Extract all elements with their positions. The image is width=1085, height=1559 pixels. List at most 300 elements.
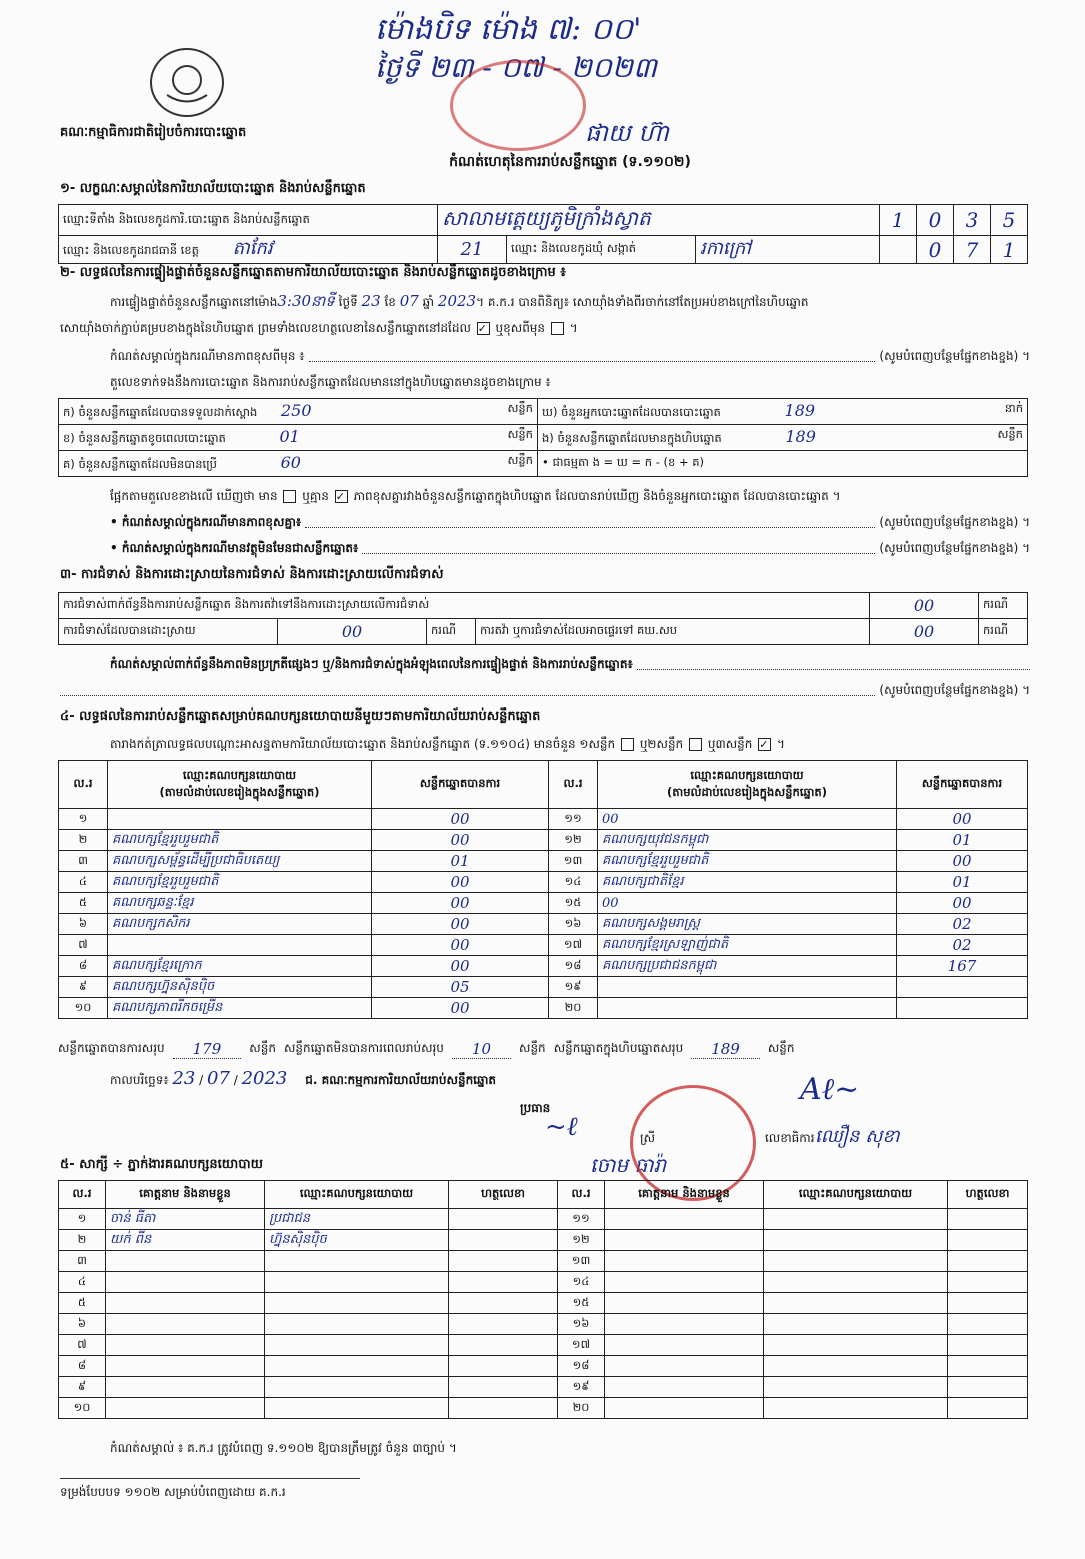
verification-text: ការផ្ទៀងផ្ទាត់ចំនួនសន្លឹកឆ្នោតនៅម៉ោង [110, 295, 278, 309]
result-votes: 00 [897, 851, 1028, 872]
witness-name: ចាន់ ធីតា [106, 1209, 265, 1230]
table-row [59, 956, 1028, 977]
witness-signature[interactable] [948, 1209, 1028, 1230]
figure-row-left [59, 399, 538, 425]
difference-text-c: ភាពខុសគ្នារវាងចំនួនសន្លឹកឆ្នោតក្នុងហិបឆ្នោត ដែលបានរាប់ឃើញ និងចំនួនអ្នកបោះឆ្នោត ដែលបានបោះឆ្នោត ។ [353, 489, 841, 503]
results-intro-a: តារាងកត់ត្រាលទ្ធផលបណ្តោះអាសន្នតាមការិយាល័យបោះឆ្នោត និងរាប់សន្លឹកឆ្នោត (ទ.១១០៤) មានចំនួន ១សន្លឹក [110, 737, 616, 751]
witness-name [106, 1335, 265, 1356]
results-intro-c: ឬ៣សន្លឹក [707, 737, 753, 751]
result-votes: 05 [372, 977, 549, 998]
result-no: ២០ [549, 998, 598, 1019]
result-no: ៩ [59, 977, 108, 998]
witness-party [265, 1251, 449, 1272]
witness-signature[interactable] [449, 1377, 558, 1398]
province-label: ឈ្មោះ និងលេខកូដរាជធានី ខេត្ត [63, 243, 199, 257]
date-line: កាលបរិច្ឆេទ៖ 23 / 07 / 2023 ជ. គណៈកម្មការការិយាល័យរាប់សន្លឹកឆ្នោត [110, 1068, 497, 1089]
witness-name[interactable] [605, 1293, 764, 1314]
witness-name[interactable] [605, 1356, 764, 1377]
result-party: គណបក្សខ្មែររួបរួមជាតិ [598, 851, 897, 872]
result-votes: 00 [372, 998, 549, 1019]
table-row [59, 1251, 1028, 1272]
witness-party[interactable] [764, 1377, 948, 1398]
commune-code-digit: 1 [991, 236, 1028, 264]
objection-unit: ករណី [979, 593, 1028, 619]
no-difference-checkbox[interactable]: ✓ [335, 490, 348, 503]
bullet-note-2-label: • កំណត់សម្គាល់ក្នុងករណីមានវត្ថុមិនមែនជាសន្លឹកឆ្នោត៖ [110, 541, 359, 555]
witness-party[interactable] [764, 1251, 948, 1272]
result-party [108, 935, 372, 956]
witness-signature[interactable] [948, 1398, 1028, 1419]
figures-table [58, 398, 1028, 477]
witness-party[interactable] [764, 1314, 948, 1335]
col-votes: សន្លឹកឆ្នោតបានការ [897, 761, 1028, 809]
same-checkbox[interactable]: ✓ [477, 322, 490, 335]
result-votes: 00 [372, 956, 549, 977]
witness-party [265, 1293, 449, 1314]
witness-name: យក់ ពីន [106, 1230, 265, 1251]
result-votes: 00 [372, 893, 549, 914]
result-no: ៦ [59, 914, 108, 935]
location-code-digit: 3 [954, 205, 991, 236]
witness-name[interactable] [605, 1272, 764, 1293]
total-box: 189 [691, 1040, 760, 1059]
province-value: តាកែវ [232, 238, 273, 259]
irregularity-label: កំណត់សម្គាល់ពាក់ព័ន្ធនឹងភាពមិនប្រក្រតីផ្សេងៗ ឬ/និងការជំទាស់ក្នុងអំឡុងពេលនៃការផ្ទៀងផ្ទាត់ និងការរាប់សន្លឹកឆ្នោត៖ [110, 657, 633, 671]
table-row [59, 893, 1028, 914]
witness-no: ១ [59, 1209, 106, 1230]
objections-table [58, 592, 1028, 645]
table-row [59, 809, 1028, 830]
objection-label: ការជំទាស់ពាក់ព័ន្ធនឹងការរាប់សន្លឹកឆ្នោត និងការតវ៉ាទៅនឹងការដោះស្រាយលើការជំទាស់ [59, 593, 870, 619]
result-votes: 01 [372, 851, 549, 872]
witness-party: ហ្វ៊ុនស៊ិនប៉ិច [265, 1230, 449, 1251]
secretary-label: លេខាធិការ [765, 1131, 815, 1145]
result-votes [897, 998, 1028, 1019]
result-votes: 00 [372, 830, 549, 851]
table-row [59, 830, 1028, 851]
result-no: ១៦ [549, 914, 598, 935]
verification-month: 07 [399, 292, 419, 310]
col-party-title: ឈ្មោះគណបក្សនយោបាយ [690, 767, 804, 782]
figures-intro: តួលេខទាក់ទងនឹងការបោះឆ្នោត និងការរាប់សន្លឹកឆ្នោតដែលមាននៅក្នុងហិបឆ្នោតមានដូចខាងក្រោម ៖ [110, 375, 551, 389]
witness-no: ៥ [59, 1293, 106, 1314]
year-label: ឆ្នាំ [422, 295, 435, 309]
figure-unit: សន្លឹក [507, 453, 533, 467]
figure-unit: សន្លឹក [507, 427, 533, 441]
table-row [59, 935, 1028, 956]
result-no: ១ [59, 809, 108, 830]
witness-name[interactable] [605, 1251, 764, 1272]
witness-signature[interactable] [948, 1293, 1028, 1314]
totals-line [58, 1040, 1028, 1059]
result-votes [897, 977, 1028, 998]
col-votes: សន្លឹកឆ្នោតបានការ [372, 761, 549, 809]
witness-signature[interactable] [449, 1230, 558, 1251]
result-votes: 00 [897, 893, 1028, 914]
col-party-title: ឈ្មោះគណបក្សនយោបាយ [182, 767, 297, 782]
result-party: គណបក្សឆន្ទៈខ្មែរ [108, 893, 372, 914]
col-no: ល.រ [549, 761, 598, 809]
witness-no: ៦ [59, 1314, 106, 1335]
witness-no: ១៨ [558, 1356, 605, 1377]
figure-value: 250 [280, 401, 312, 420]
section5-title: ៥- សាក្សី ÷ ភ្នាក់ងារគណបក្សនយោបាយ [60, 1157, 263, 1172]
result-party: គណបក្សសម្ព័ន្ធដើម្បីប្រជាធិបតេយ្យ [108, 851, 372, 872]
witness-party [265, 1272, 449, 1293]
location-value: សាលាមត្តេយ្យភូមិក្រាំងស្វាត [438, 205, 880, 236]
col-name: គោត្តនាម និងនាមខ្លួន [605, 1181, 764, 1209]
witness-signature[interactable] [948, 1251, 1028, 1272]
result-votes: 01 [897, 830, 1028, 851]
has-difference-checkbox[interactable] [283, 490, 296, 503]
irregularity-field-2[interactable] [60, 682, 875, 696]
witness-party[interactable] [764, 1356, 948, 1377]
result-no: ១២ [549, 830, 598, 851]
witness-name[interactable] [605, 1209, 764, 1230]
witness-name [106, 1251, 265, 1272]
handwritten-close-time: ម៉ោងបិទ ម៉ោង ៧: ០០' [375, 12, 642, 47]
witness-no: ៣ [59, 1251, 106, 1272]
witness-no: ១៩ [558, 1377, 605, 1398]
handwritten-note: ផាយ ហ៊ា [585, 119, 669, 147]
note-diff-label: កំណត់សម្គាល់ក្នុងករណីមានភាពខុសពីមុន ៖ [110, 349, 305, 363]
fill-note: (សូមបំពេញបន្ថែមផ្នែកខាងខ្នង) ។ [879, 349, 1030, 363]
form-note: ទម្រង់បែបបទ ១១០២ សម្រាប់បំពេញដោយ គ.ក.រ [60, 1485, 286, 1499]
col-name: គោត្តនាម និងនាមខ្លួន [106, 1181, 265, 1209]
col-party-sub: (តាមលំដាប់លេខរៀងក្នុងសន្លឹកឆ្នោត) [159, 784, 320, 799]
witness-party [265, 1377, 449, 1398]
witness-party[interactable] [764, 1335, 948, 1356]
witness-signature[interactable] [948, 1272, 1028, 1293]
total-box-unit: សន្លឹក [767, 1041, 795, 1055]
table-row [59, 1230, 1028, 1251]
note-diff-line [110, 348, 1030, 366]
nec-emblem-icon [150, 48, 224, 117]
date-month: 07 [207, 1068, 230, 1089]
result-party: គណបក្សខ្មែរស្រឡាញ់ជាតិ [598, 935, 897, 956]
total-invalid: 10 [452, 1040, 511, 1059]
col-sign: ហត្ថលេខា [948, 1181, 1028, 1209]
col-party: ឈ្មោះគណបក្សនយោបាយ [764, 1181, 948, 1209]
seal-text: សោយ៉ាំងចាក់ភ្ជាប់គម្របខាងក្នុងនៃហិបឆ្នោត ព្រមទាំងលេខហត្ថលេខានៃសន្លឹកឆ្នោតនៅដដែល [60, 321, 471, 335]
result-party: 00 [598, 809, 897, 830]
date-label: កាលបរិច្ឆេទ៖ [110, 1073, 169, 1087]
result-party: គណបក្សសង្គមរាស្ត្រ [598, 914, 897, 935]
result-party: គណបក្សខ្មែរក្រោក [108, 956, 372, 977]
figure-unit: សន្លឹក [997, 427, 1023, 441]
result-votes: 00 [897, 809, 1028, 830]
section4-title: ៤- លទ្ធផលនៃការរាប់សន្លឹកឆ្នោតសម្រាប់គណបក្សនយោបាយនីមួយៗតាមការិយាល័យរាប់សន្លឹកឆ្នោត [60, 709, 541, 724]
total-valid-label: សន្លឹកឆ្នោតបានការសរុប [58, 1041, 165, 1055]
date-day: 23 [172, 1068, 196, 1089]
result-votes: 00 [372, 809, 549, 830]
transfer-value: 00 [870, 619, 979, 645]
result-party: គណបក្សខ្មែររួបរួមជាតិ [108, 830, 372, 851]
bullet-note-1-field[interactable] [305, 514, 875, 528]
result-party [108, 809, 372, 830]
total-invalid-label: សន្លឹកឆ្នោតមិនបានការពេលរាប់សរុប [283, 1041, 444, 1055]
witness-name[interactable] [605, 1314, 764, 1335]
table-row [59, 914, 1028, 935]
result-party [598, 977, 897, 998]
commune-label: ឈ្មោះ និងលេខកូដឃុំ សង្កាត់ [507, 236, 696, 264]
col-party-sub: (តាមលំដាប់លេខរៀងក្នុងសន្លឹកឆ្នោត) [667, 784, 827, 799]
result-no: ១១ [549, 809, 598, 830]
no-difference-label: ឬគ្មាន [302, 489, 329, 503]
note-diff-field[interactable] [309, 348, 876, 362]
witness-party: ប្រជាជន [265, 1209, 449, 1230]
witness-no: ១៧ [558, 1335, 605, 1356]
commune-code-digit: 7 [954, 236, 991, 264]
witness-no: ៧ [59, 1335, 106, 1356]
result-no: ១៤ [549, 872, 598, 893]
figure-value: 189 [785, 427, 816, 446]
result-no: ១៨ [549, 956, 598, 977]
witness-signature[interactable] [449, 1398, 558, 1419]
secretary-signature-icon: Aℓ~ [800, 1072, 860, 1107]
witness-signature[interactable] [449, 1335, 558, 1356]
witness-signature[interactable] [948, 1230, 1028, 1251]
commune-code-digit: 0 [917, 236, 954, 264]
chair-name: ចោម ធារ៉ា [590, 1153, 667, 1177]
table-row [59, 977, 1028, 998]
witness-no: ២ [59, 1230, 106, 1251]
result-no: ៧ [59, 935, 108, 956]
bullet-note-1-label: • កំណត់សម្គាល់ក្នុងករណីមានភាពខុសគ្នា៖ [110, 515, 302, 529]
witness-name [106, 1377, 265, 1398]
fill-note: (សូមបំពេញបន្ថែមផ្នែកខាងខ្នង) ។ [879, 541, 1030, 555]
section2-title: ២- លទ្ធផលនៃការផ្ទៀងផ្ទាត់ចំនួនសន្លឹកឆ្នោតតាមការិយាល័យបោះឆ្នោត និងរាប់សន្លឹកឆ្នោតដូចខាងក្រោម ៖ [60, 265, 566, 280]
col-party [598, 761, 897, 809]
result-votes: 01 [897, 872, 1028, 893]
result-party [598, 998, 897, 1019]
result-no: ៣ [59, 851, 108, 872]
total-valid: 179 [173, 1040, 242, 1059]
total-invalid-unit: សន្លឹក [519, 1041, 546, 1055]
fill-note: (សូមបំពេញបន្ថែមផ្នែកខាងខ្នង) ។ [879, 515, 1030, 529]
witness-no: ៤ [59, 1272, 106, 1293]
witness-no: ៩ [59, 1377, 106, 1398]
verification-line2: សោយ៉ាំងចាក់ភ្ជាប់គម្របខាងក្នុងនៃហិបឆ្នោត ព្រមទាំងលេខហត្ថលេខានៃសន្លឹកឆ្នោតនៅដដែល ✓ ឬខុសពីមុន ។ [60, 321, 578, 335]
member-label: ស្រី [640, 1131, 655, 1145]
result-votes: 00 [372, 935, 549, 956]
witness-name[interactable] [605, 1398, 764, 1419]
figure-label: ខ) ចំនួនសន្លឹកឆ្នោតខូចពេលបោះឆ្នោត [63, 431, 226, 445]
witness-name [106, 1314, 265, 1335]
table-row [59, 1335, 1028, 1356]
witness-signature[interactable] [449, 1209, 558, 1230]
witness-party[interactable] [764, 1209, 948, 1230]
witness-party[interactable] [764, 1272, 948, 1293]
table-row [59, 1356, 1028, 1377]
witness-party[interactable] [764, 1398, 948, 1419]
table-row [59, 1209, 1028, 1230]
bullet-note-1 [110, 514, 1030, 532]
figure-label: គ) ចំនួនសន្លឹកឆ្នោតដែលមិនបានប្រើ [63, 457, 217, 471]
witness-table [58, 1180, 1028, 1419]
doc-title: កំណត់ហេតុនៃការរាប់សន្លឹកឆ្នោត (ទ.១១០២) [449, 154, 691, 170]
witness-signature[interactable] [449, 1356, 558, 1377]
col-no: ល.រ [59, 761, 108, 809]
witness-name [106, 1272, 265, 1293]
figure-row-right [538, 425, 1028, 451]
result-party: 00 [598, 893, 897, 914]
result-votes: 02 [897, 935, 1028, 956]
witness-party[interactable] [764, 1230, 948, 1251]
table-row [59, 1314, 1028, 1335]
witness-signature[interactable] [948, 1314, 1028, 1335]
witness-signature[interactable] [948, 1335, 1028, 1356]
location-code-digit: 5 [991, 205, 1028, 236]
difference-text-a: ផ្អែកតាមតួលេខខាងលើ ឃើញថា មាន [110, 489, 278, 503]
result-no: ១០ [59, 998, 108, 1019]
result-no: ៨ [59, 956, 108, 977]
result-party: គណបក្សភាពរីកចម្រើន [108, 998, 372, 1019]
result-no: ៤ [59, 872, 108, 893]
resolved-label: ការជំទាស់ដែលបានដោះស្រាយ [59, 619, 278, 645]
figure-row-left [59, 425, 538, 451]
result-no: ៥ [59, 893, 108, 914]
col-no: ល.រ [59, 1181, 106, 1209]
result-party: គណបក្សខ្មែររួបរួមជាតិ [108, 872, 372, 893]
figure-unit: សន្លឹក [507, 401, 533, 415]
day-label: ថ្ងៃទី [338, 295, 358, 309]
month-label: ខែ [384, 295, 396, 309]
location-code-digit: 1 [880, 205, 917, 236]
resolved-value: 00 [278, 619, 427, 645]
witness-no: ១៦ [558, 1314, 605, 1335]
bullet-note-2 [110, 540, 1030, 558]
col-sign: ហត្ថលេខា [449, 1181, 558, 1209]
witness-no: ២០ [558, 1398, 605, 1419]
witness-signature[interactable] [449, 1272, 558, 1293]
figure-row-right [538, 399, 1028, 425]
result-party: គណបក្សកសិករ [108, 914, 372, 935]
objection-value: 00 [870, 593, 979, 619]
figure-label: ឃ) ចំនួនអ្នកបោះឆ្នោតដែលបានបោះឆ្នោត [542, 405, 721, 419]
location-label: ឈ្មោះទីតាំង និងលេខកូដការិ.បោះឆ្នោត និងរាប់សន្លឹកឆ្នោត [59, 205, 438, 236]
different-label: ឬខុសពីមុន [495, 321, 546, 335]
one-sheet-checkbox[interactable] [621, 738, 634, 751]
transfer-unit: ករណី [979, 619, 1028, 645]
witness-name [106, 1356, 265, 1377]
verification-year: 2023 [437, 292, 477, 310]
table-row [59, 1272, 1028, 1293]
witness-signature[interactable] [948, 1377, 1028, 1398]
witness-signature[interactable] [948, 1356, 1028, 1377]
result-no: ១៥ [549, 893, 598, 914]
witness-name [106, 1293, 265, 1314]
figure-value: 01 [279, 427, 300, 446]
col-party [108, 761, 372, 809]
witness-signature[interactable] [449, 1314, 558, 1335]
resolved-unit: ករណី [427, 619, 476, 645]
formula-cell: • ជាធម្មតា ង = ឃ = ក - (ខ + គ) [538, 451, 1028, 477]
table-row [59, 1293, 1028, 1314]
verification-text-2: ។ គ.ក.រ បានពិនិត្យ៖ សោយ៉ាំងទាំងពីរចាក់នៅតែប្រអប់ខាងក្រៅនៃហិបឆ្នោត [476, 295, 809, 309]
figure-label: ង) ចំនួនសន្លឹកឆ្នោតដែលមានក្នុងហិបឆ្នោត [542, 431, 722, 445]
result-party: គណបក្សប្រជាជនកម្ពុជា [598, 956, 897, 977]
footer-note: កំណត់សម្គាល់ ៖ គ.ក.រ ត្រូវបំពេញ ទ.១១០២ ឱ្យបានត្រឹមត្រូវ ចំនួន ៣ច្បាប់ ។ [110, 1441, 457, 1455]
result-no: ២ [59, 830, 108, 851]
table-row [59, 872, 1028, 893]
witness-party [265, 1356, 449, 1377]
witness-signature[interactable] [449, 1251, 558, 1272]
results-intro: តារាងកត់ត្រាលទ្ធផលបណ្តោះអាសន្នតាមការិយាល័យបោះឆ្នោត និងរាប់សន្លឹកឆ្នោត (ទ.១១០៤) មានចំនួន ១សន្លឹក ឬ២សន្លឹក ឬ៣សន្លឹក ✓ ។ [110, 737, 785, 751]
result-no: ១៧ [549, 935, 598, 956]
witness-no: ៨ [59, 1356, 106, 1377]
province-code: 21 [438, 236, 507, 264]
result-votes: 00 [372, 914, 549, 935]
witness-no: ១៥ [558, 1293, 605, 1314]
different-checkbox[interactable] [551, 322, 564, 335]
commune-value: រកាក្រៅ [696, 236, 880, 264]
difference-line [110, 488, 841, 506]
province-label-cell [59, 236, 438, 264]
irregularity-field[interactable] [637, 656, 1030, 670]
witness-signature[interactable] [449, 1293, 558, 1314]
col-party: ឈ្មោះគណបក្សនយោបាយ [265, 1181, 449, 1209]
witness-no: ១១ [558, 1209, 605, 1230]
witness-no: ១២ [558, 1230, 605, 1251]
result-no: ១៣ [549, 851, 598, 872]
result-votes: 02 [897, 914, 1028, 935]
verification-time: 3:30នាទី [277, 292, 335, 310]
result-no: ១៩ [549, 977, 598, 998]
secretary-name: ឈឿន សុខា [815, 1126, 900, 1147]
witness-name[interactable] [605, 1230, 764, 1251]
location-table [58, 204, 1028, 264]
three-sheet-checkbox[interactable]: ✓ [758, 738, 771, 751]
top-stamp [450, 60, 586, 151]
total-valid-unit: សន្លឹក [249, 1041, 276, 1055]
section1-title: ១- លក្ខណៈសម្គាល់នៃការិយាល័យបោះឆ្នោត និងរាប់សន្លឹកឆ្នោត [60, 181, 366, 196]
footer-divider [60, 1478, 360, 1479]
result-votes: 00 [372, 872, 549, 893]
witness-no: ១៤ [558, 1272, 605, 1293]
bullet-note-2-field[interactable] [362, 540, 875, 554]
witness-party [265, 1335, 449, 1356]
location-code-digit: 0 [917, 205, 954, 236]
results-table [58, 760, 1028, 1019]
irregularity-note-2 [60, 682, 1030, 700]
result-party: គណបក្សយុវជនកម្ពុជា [598, 830, 897, 851]
two-sheet-checkbox[interactable] [689, 738, 702, 751]
figure-value: 189 [784, 401, 816, 420]
verification-line1 [110, 292, 1030, 314]
figure-row-left [59, 451, 538, 477]
result-votes: 167 [897, 956, 1028, 977]
witness-party[interactable] [764, 1293, 948, 1314]
verification-day: 23 [361, 292, 381, 310]
table-row [59, 1398, 1028, 1419]
witness-name[interactable] [605, 1335, 764, 1356]
table-row [59, 1377, 1028, 1398]
chair-signature-icon: ~ℓ [545, 1112, 578, 1142]
figure-label: ក) ចំនួនសន្លឹកឆ្នោតដែលបានទទួលដាក់ស្ពោង [63, 405, 258, 419]
witness-party [265, 1398, 449, 1419]
table-row [59, 998, 1028, 1019]
col-no: ល.រ [558, 1181, 605, 1209]
date-year: 2023 [241, 1068, 288, 1089]
result-party: គណបក្សជាតិខ្មែរ [598, 872, 897, 893]
section3-title: ៣- ការជំទាស់ និងការដោះស្រាយនៃការជំទាស់ និងការដោះស្រាយលើការជំទាស់ [60, 567, 444, 582]
witness-name[interactable] [605, 1377, 764, 1398]
table-row [59, 851, 1028, 872]
org-name: គណៈកម្មាធិការជាតិរៀបចំការបោះឆ្នោត [60, 125, 247, 140]
transfer-label: ការតវ៉ា ឬការជំទាស់ដែលអាចផ្ទេរទៅ គឃ.សប [476, 619, 870, 645]
witness-no: ១០ [59, 1398, 106, 1419]
